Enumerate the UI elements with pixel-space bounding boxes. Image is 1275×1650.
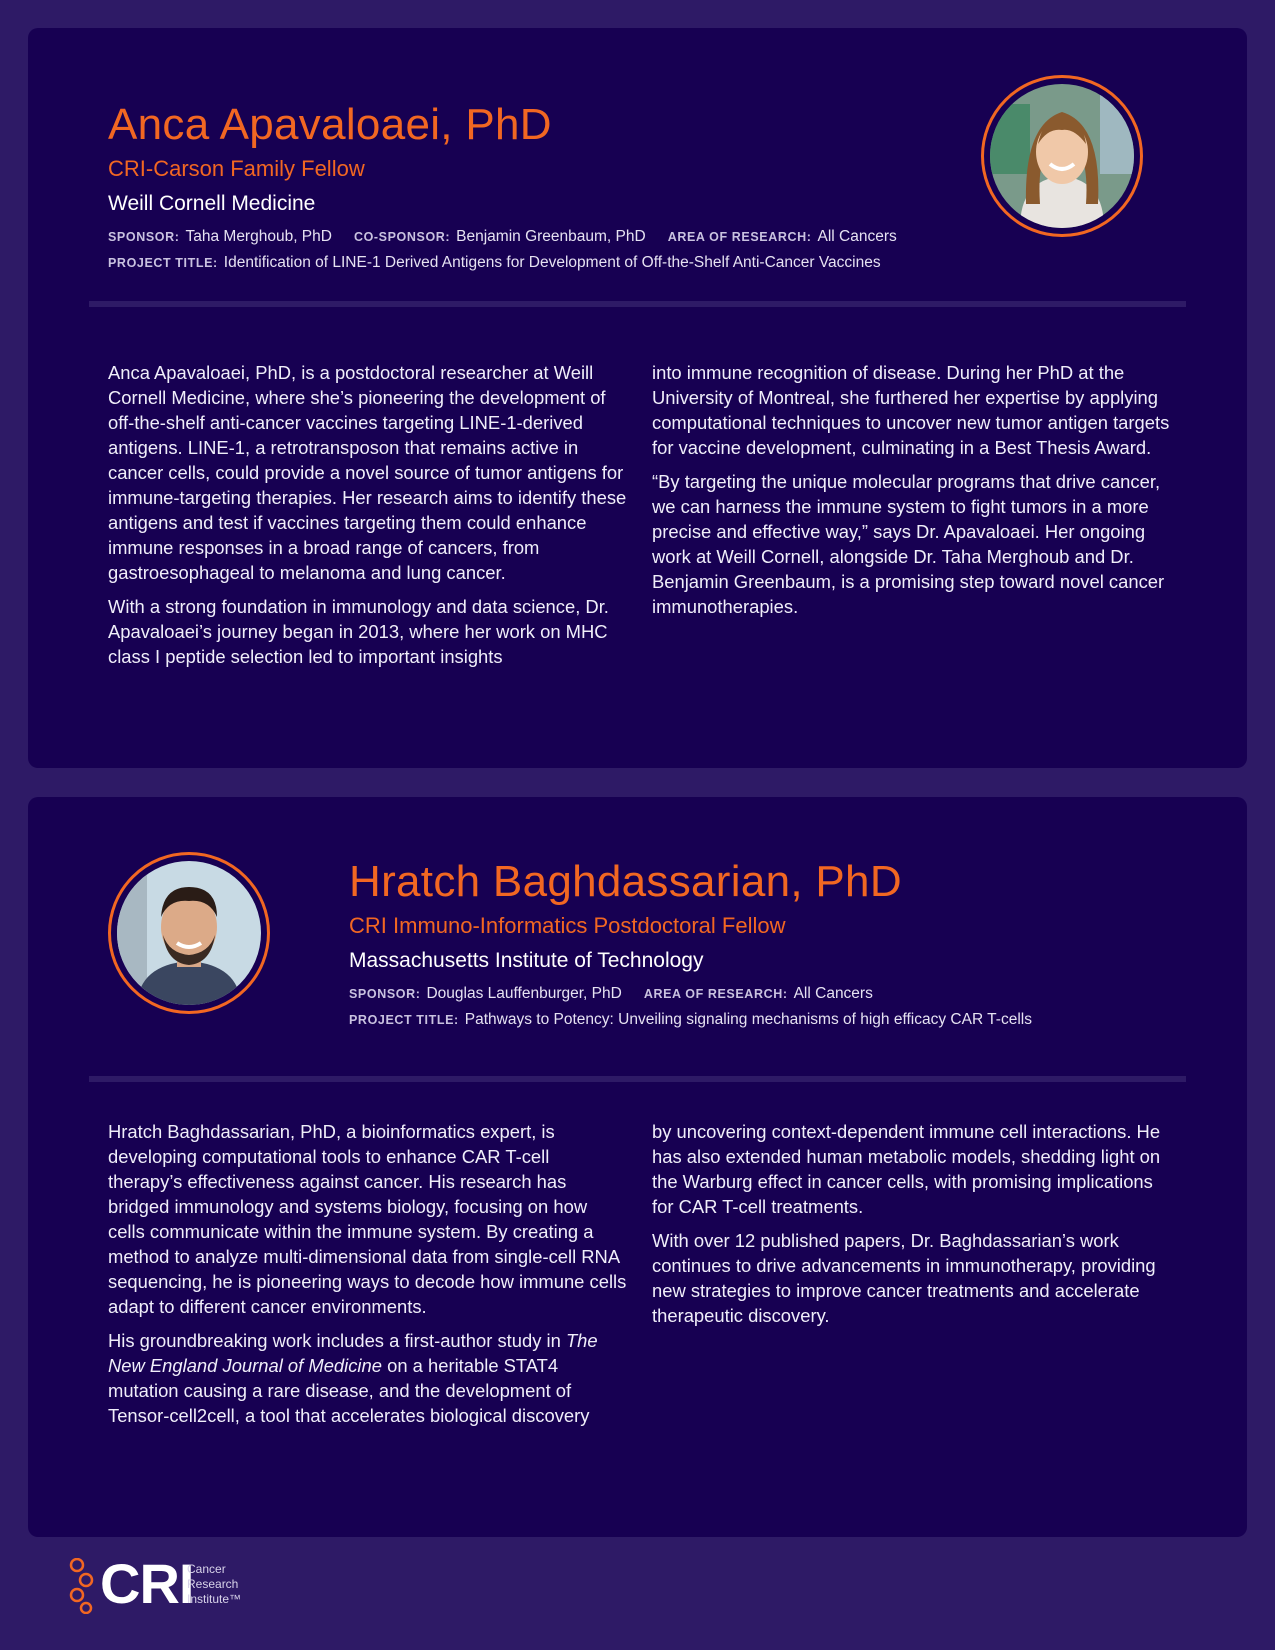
area-label: AREA OF RESEARCH: xyxy=(667,230,812,244)
project-title: Identification of LINE-1 Derived Antigens for Development of Off-the-Shelf Anti-Cancer Vaccines xyxy=(223,254,881,271)
fellowship-title: CRI Immuno-Informatics Postdoctoral Fellow xyxy=(349,913,786,938)
cri-logo xyxy=(68,1552,258,1620)
project-label: PROJECT TITLE: xyxy=(349,1013,459,1027)
sponsor-value: Taha Merghoub, PhD xyxy=(185,228,332,245)
area-value: All Cancers xyxy=(817,228,897,245)
bio-paragraph: Hratch Baghdassarian, PhD, a bioinformatics expert, is developing computational tools to enhance CAR T-cell therapy’s effectiveness against cancer. His research has bridged immunology and systems biology, focusing on how cells communicate within the immune system. By creating a method to analyze multi-dimensional data from single-cell RNA sequencing, he is pioneering ways to decode how immune cells adapt to different cancer environments. xyxy=(108,1121,627,1317)
tagline-line: Cancer xyxy=(187,1562,226,1576)
section-divider xyxy=(89,301,1186,307)
bio-paragraph: Anca Apavaloaei, PhD, is a postdoctoral researcher at Weill Cornell Medicine, where she’s pioneering the development of off-the-shelf anti-cancer vaccines targeting LINE-1-derived antigens. LINE-1, a retrotransposon that remains active in cancer cells, could provide a novel source of tumor antigens for immune-targeting therapies. Her research aims to identify these antigens and test if vaccines targeting them could enhance immune responses in a broad range of cancers, from gastroesophageal to melanoma and lung cancer. xyxy=(108,362,627,583)
cosponsor-label: CO-SPONSOR: xyxy=(353,230,451,244)
tagline-line: Institute™ xyxy=(187,1592,242,1606)
cosponsor-value: Benjamin Greenbaum, PhD xyxy=(456,228,646,245)
bio-paragraph: With a strong foundation in immunology and data science, Dr. Apavaloaei’s journey began in 2013, where her work on MHC class I peptide selection led to important insights xyxy=(108,596,609,667)
area-value: All Cancers xyxy=(793,985,873,1002)
fellow-card-baghdassarian xyxy=(28,797,1247,1537)
cri-wordmark: CRI xyxy=(100,1552,194,1615)
sponsor-line xyxy=(349,985,873,1003)
portrait-photo-icon xyxy=(990,84,1134,228)
sponsor-label: SPONSOR: xyxy=(108,230,180,244)
bio-paragraph: With over 12 published papers, Dr. Baghdassarian’s work continues to drive advancements in immunotherapy, providing new strategies to improve cancer treatments and accelerate therapeutic discovery. xyxy=(652,1230,1156,1326)
sponsor-value: Douglas Lauffenburger, PhD xyxy=(426,985,622,1002)
sponsor-label: SPONSOR: xyxy=(349,987,421,1001)
bio-text: His groundbreaking work includes a first-author study in xyxy=(108,1330,566,1351)
area-label: AREA OF RESEARCH: xyxy=(643,987,788,1001)
cri-molecule-logo-icon xyxy=(68,1558,98,1614)
fellow-card-apavaloaei xyxy=(28,28,1247,768)
cri-tagline xyxy=(187,1562,241,1607)
bio-column-left xyxy=(108,1119,628,1437)
bio-paragraph: “By targeting the unique molecular programs that drive cancer, we can harness the immune system to fight tumors in a more precise and effective way,” says Dr. Apavaloaei. Her ongoing work at Weill Cornell, alongside Dr. Taha Merghoub and Dr. Benjamin Greenbaum, is a promising step toward novel cancer immunotherapies. xyxy=(652,471,1165,617)
institution: Weill Cornell Medicine xyxy=(108,192,316,215)
fellowship-title: CRI-Carson Family Fellow xyxy=(108,156,365,181)
bio-column-right xyxy=(652,1119,1172,1337)
bio-paragraph xyxy=(108,1328,628,1428)
bio-column-right xyxy=(652,360,1172,628)
project-title: Pathways to Potency: Unveiling signaling mechanisms of high efficacy CAR T-cells xyxy=(464,1011,1032,1028)
portrait-photo-icon xyxy=(117,861,261,1005)
project-label: PROJECT TITLE: xyxy=(108,256,218,270)
fellow-name: Hratch Baghdassarian, PhD xyxy=(349,857,902,906)
project-line xyxy=(349,1011,1032,1029)
bio-paragraph: into immune recognition of disease. During her PhD at the University of Montreal, she furthered her expertise by applying computational techniques to uncover new tumor antigen targets for vaccine development, culminating in a Best Thesis Award. xyxy=(652,362,1170,458)
institution: Massachusetts Institute of Technology xyxy=(349,949,704,972)
portrait-photo xyxy=(981,75,1143,237)
bio-paragraph: by uncovering context-dependent immune cell interactions. He has also extended human metabolic models, shedding light on the Warburg effect in cancer cells, with promising implications for CAR T-cell treatments. xyxy=(652,1121,1161,1217)
fellow-name: Anca Apavaloaei, PhD xyxy=(108,100,552,149)
journal-title: The New England Journal of Medicine xyxy=(108,1330,598,1376)
tagline-line: Research xyxy=(187,1577,239,1591)
project-line xyxy=(108,254,881,272)
sponsor-line xyxy=(108,228,897,246)
bio-column-left xyxy=(108,360,628,678)
bio-text: on a heritable STAT4 mutation causing a rare disease, and the development of Tensor-cell2cell, a tool that accelerates biological discovery xyxy=(108,1355,590,1426)
portrait-photo xyxy=(108,852,270,1014)
section-divider xyxy=(89,1076,1186,1082)
